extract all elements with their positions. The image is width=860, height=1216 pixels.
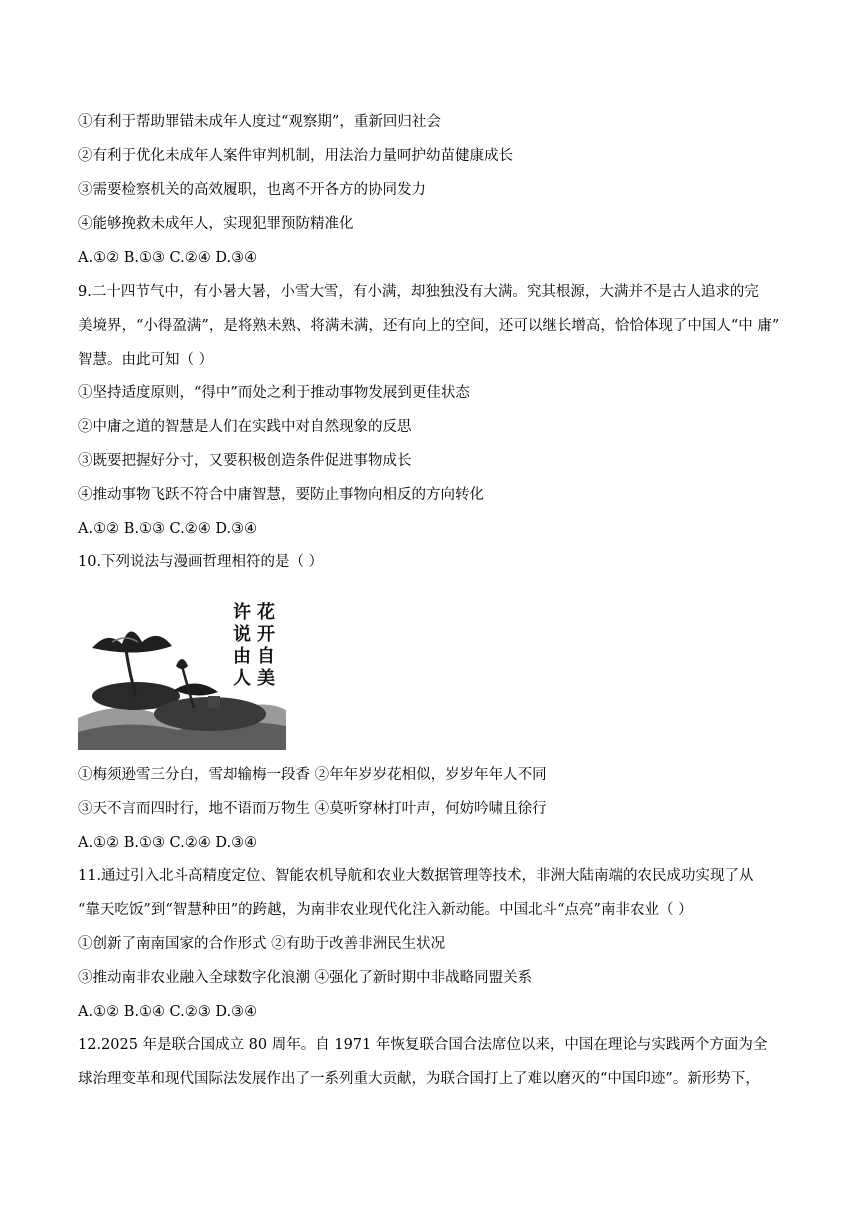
q10-comic-calligraphy-char: 花	[257, 602, 275, 623]
q10-comic-calligraphy-char: 说	[233, 624, 251, 645]
q9-option-1: ①坚持适度原则，“得中”而处之利于推动事物发展到更佳状态	[78, 385, 470, 401]
q9-stem-line-1: 9.二十四节气中，有小暑大暑，小雪大雪，有小满，却独独没有大满。究其根源，大满并不是古人追求的完	[78, 284, 759, 300]
q9-option-3: ③既要把握好分寸，又要积极创造条件促进事物成长	[78, 453, 412, 469]
q10-comic-calligraphy-char: 人	[233, 668, 251, 689]
q10-comic-calligraphy-char: 开	[257, 624, 275, 645]
q8-option-1: ①有利于帮助罪错未成年人度过“观察期”，重新回归社会	[78, 114, 441, 130]
q9-stem-line-3: 智慧。由此可知（ ）	[78, 352, 214, 368]
q11-stem-line-2: “靠天吃饭”到“智慧种田”的跨越，为南非农业现代化注入新动能。中国北斗“点亮”南非农业（ ）	[78, 902, 693, 918]
q12-stem-line-1: 12.2025 年是联合国成立 80 周年。自 1971 年恢复联合国合法席位以来，中国在理论与实践两个方面为全	[78, 1037, 768, 1053]
q9-answer-choices: A.①② B.①③ C.②④ D.③④	[78, 521, 258, 537]
q8-option-2: ②有利于优化未成年人案件审判机制，用法治力量呵护幼苗健康成长	[78, 148, 513, 164]
q9-option-4: ④推动事物飞跃不符合中庸智慧，要防止事物向相反的方向转化	[78, 487, 484, 503]
q9-option-2: ②中庸之道的智慧是人们在实践中对自然现象的反思	[78, 419, 412, 435]
q10-answer-choices: A.①② B.①③ C.②④ D.③④	[78, 835, 258, 851]
q11-answer-choices: A.①② B.①④ C.②③ D.③④	[78, 1004, 258, 1020]
q10-comic-image	[78, 596, 286, 750]
q10-options-1-2: ①梅须逊雪三分白，雪却输梅一段香 ②年年岁岁花相似，岁岁年年人不同	[78, 767, 547, 783]
q8-option-4: ④能够挽救未成年人，实现犯罪预防精准化	[78, 216, 354, 232]
q11-options-1-2: ①创新了南南国家的合作形式 ②有助于改善非洲民生状况	[78, 936, 446, 952]
q10-comic-calligraphy-char: 由	[233, 646, 251, 667]
q8-answer-choices: A.①② B.①③ C.②④ D.③④	[78, 250, 258, 266]
q11-stem-line-1: 11.通过引入北斗高精度定位、智能农机导航和农业大数据管理等技术，非洲大陆南端的农民成功实现了从	[78, 868, 754, 884]
q10-stem: 10.下列说法与漫画哲理相符的是（ ）	[78, 554, 324, 570]
q10-comic-calligraphy-char: 许	[233, 602, 251, 623]
q10-comic-calligraphy-char: 美	[257, 668, 275, 689]
q9-stem-line-2: 美境界，“小得盈满”，是将熟未熟、将满未满，还有向上的空间，还可以继长增高，恰恰体现了中国人“中 庸”	[78, 318, 780, 334]
q12-stem-line-2: 球治理变革和现代国际法发展作出了一系列重大贡献，为联合国打上了难以磨灭的“中国印迹”。新形势下，	[78, 1071, 760, 1087]
q11-options-3-4: ③推动南非农业融入全球数字化浪潮 ④强化了新时期中非战略同盟关系	[78, 970, 533, 986]
q10-options-3-4: ③天不言而四时行，地不语而万物生 ④莫听穿林打叶声，何妨吟啸且徐行	[78, 801, 547, 817]
q8-option-3: ③需要检察机关的高效履职，也离不开各方的协同发力	[78, 182, 426, 198]
q10-comic-calligraphy-char: 自	[257, 646, 275, 667]
